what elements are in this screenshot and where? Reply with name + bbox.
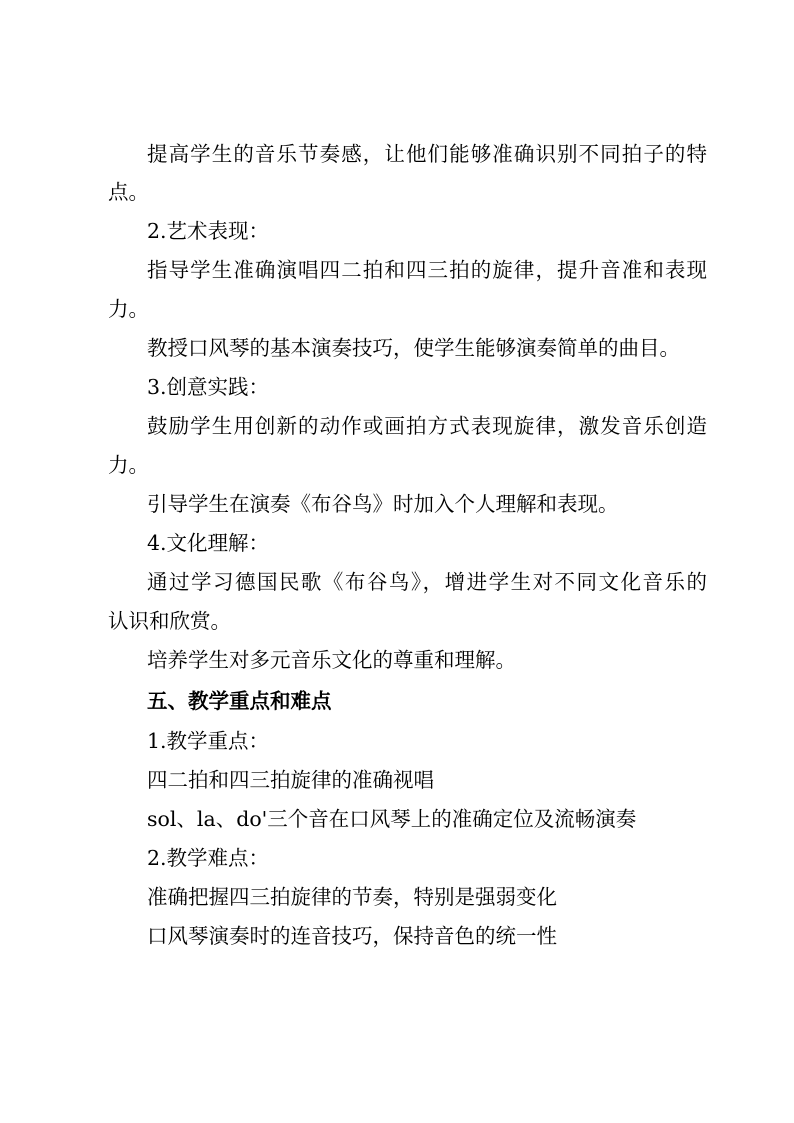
heading-creative-practice: 3.创意实践： <box>147 375 270 399</box>
paragraph-rhythm-line1: 提高学生的音乐节奏感，让他们能够准确识别不同拍子的特 <box>147 142 707 166</box>
paragraph-cuckoo-performance: 引导学生在演奏《布谷鸟》时加入个人理解和表现。 <box>147 492 619 516</box>
heading-teaching-difficulties: 2.教学难点： <box>147 846 270 870</box>
section-heading-key-difficult: 五、教学重点和难点 <box>147 689 332 713</box>
heading-art-expression: 2.艺术表现： <box>147 219 270 243</box>
paragraph-singing-line1: 指导学生准确演唱四二拍和四三拍的旋律，提升音准和表现 <box>147 258 707 282</box>
paragraph-creative-line2: 力。 <box>108 453 149 477</box>
heading-teaching-key-points: 1.教学重点： <box>147 729 270 753</box>
paragraph-multicultural: 培养学生对多元音乐文化的尊重和理解。 <box>147 648 516 672</box>
paragraph-culture-line1: 通过学习德国民歌《布谷鸟》，增进学生对不同文化音乐的 <box>147 570 707 594</box>
difficulty-item: 准确把握四三拍旋律的节奏，特别是强弱变化 <box>147 885 557 909</box>
paragraph-creative-line1: 鼓励学生用创新的动作或画拍方式表现旋律，激发音乐创造 <box>147 414 707 438</box>
difficulty-item: 口风琴演奏时的连音技巧，保持音色的统一性 <box>147 924 557 948</box>
paragraph-melodica: 教授口风琴的基本演奏技巧，使学生能够演奏简单的曲目。 <box>147 336 680 360</box>
heading-cultural-understanding: 4.文化理解： <box>147 531 270 555</box>
paragraph-singing-line2: 力。 <box>108 297 149 321</box>
paragraph-rhythm-line2: 点。 <box>108 180 149 204</box>
paragraph-culture-line2: 认识和欣赏。 <box>108 609 231 633</box>
key-point-item: 四二拍和四三拍旋律的准确视唱 <box>147 768 434 792</box>
key-point-item: sol、la、do'三个音在口风琴上的准确定位及流畅演奏 <box>147 807 637 831</box>
